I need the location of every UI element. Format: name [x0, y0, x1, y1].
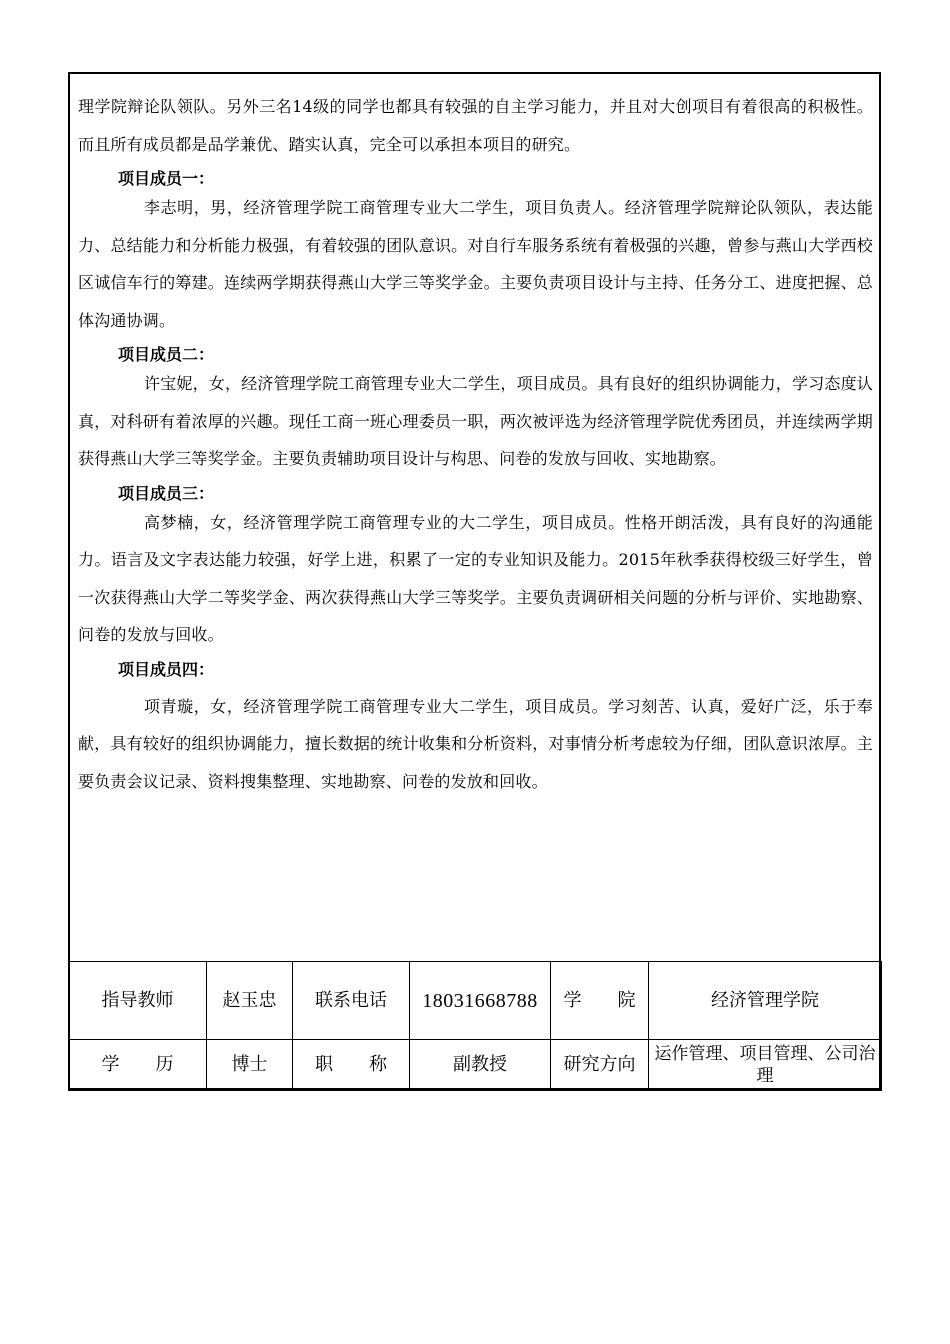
member-2-heading: 项目成员二：: [118, 345, 215, 364]
advisor-row: [69, 962, 882, 1040]
degree-value: 博士: [207, 1040, 293, 1091]
research-label: 研究方向: [551, 1040, 649, 1091]
advisor-info-table: [68, 961, 882, 1091]
member-3-heading: 项目成员三：: [118, 483, 215, 503]
member-1-text: 李志明，男，经济管理学院工商管理专业大二学生，项目负责人。经济管理学院辩论队领队，表达能力、总结能力和分析能力极强，有着较强的团队意识。对自行车服务系统有着极强的兴趣，曾参与燕山大学西校区诚信车行的筹建。连续两学期获得燕山大学三等奖学金。主要负责项目设计与主持、任务分工、进度把握、总体沟通协调。: [78, 198, 873, 330]
degree-label: 学 历: [69, 1040, 207, 1091]
college-label: 学 院: [551, 962, 649, 1040]
qualification-row: [69, 1040, 882, 1091]
phone-label: 联系电话: [293, 962, 410, 1040]
member-1-heading: 项目成员一：: [118, 169, 215, 188]
member-description-section: [78, 88, 873, 800]
research-value: 运作管理、项目管理、公司治理: [649, 1040, 882, 1091]
member-4-heading: 项目成员四：: [118, 659, 215, 679]
member-3-text: 高梦楠，女，经济管理学院工商管理专业的大二学生，项目成员。性格开朗活泼，具有良好的沟通能力。语言及文字表达能力较强，好学上进，积累了一定的专业知识及能力。2015年秋季获得校级三好学生，曾一次获得燕山大学二等奖学金、两次获得燕山大学三等奖学。主要负责调研相关问题的分析与评价、实地勘察、问卷的发放与回收。: [78, 512, 873, 644]
member-2-text: 许宝妮，女，经济管理学院工商管理专业大二学生，项目成员。具有良好的组织协调能力，学习态度认真，对科研有着浓厚的兴趣。现任工商一班心理委员一职，两次被评选为经济管理学院优秀团员，并连续两学期获得燕山大学三等奖学金。主要负责辅助项目设计与构思、问卷的发放与回收、实地勘察。: [78, 374, 874, 468]
phone-value: 18031668788: [410, 962, 551, 1040]
title-value: 副教授: [410, 1040, 551, 1091]
college-value: 经济管理学院: [649, 962, 882, 1040]
advisor-value: 赵玉忠: [207, 962, 293, 1040]
title-label: 职 称: [293, 1040, 410, 1091]
advisor-label: 指导教师: [69, 962, 207, 1040]
intro-paragraph: 理学院辩论队领队。另外三名14级的同学也都具有较强的自主学习能力，并且对大创项目有着很高的积极性。而且所有成员都是品学兼优、踏实认真，完全可以承担本项目的研究。: [78, 97, 873, 154]
member-4-text: 项青璇，女，经济管理学院工商管理专业大二学生，项目成员。学习刻苦、认真，爱好广泛，乐于奉献，具有较好的组织协调能力，擅长数据的统计收集和分析资料，对事情分析考虑较为仔细，团队意识浓厚。主要负责会议记录、资料搜集整理、实地勘察、问卷的发放和回收。: [78, 696, 873, 791]
